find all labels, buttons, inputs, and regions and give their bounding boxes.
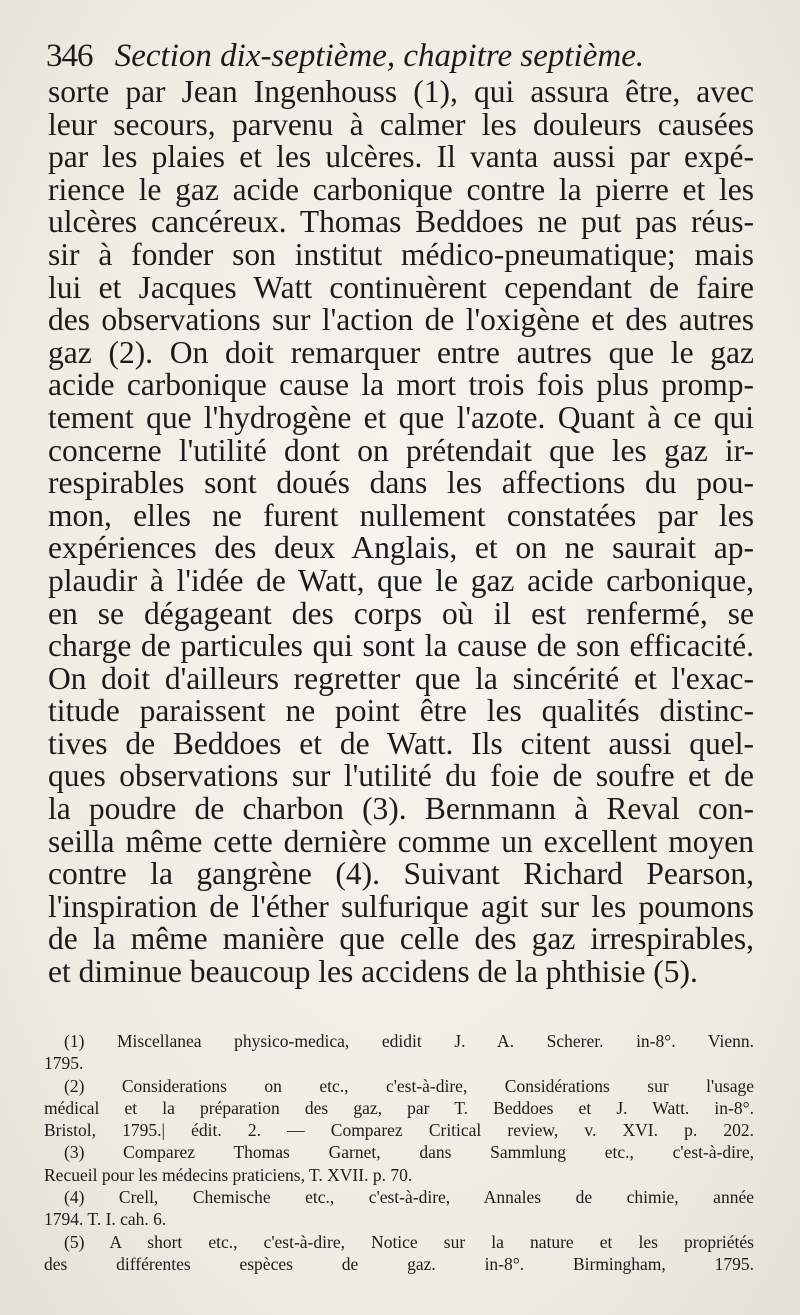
- text-line: sorte par Jean Ingenhouss (1), qui assura être, avec: [48, 74, 754, 109]
- text-line: leur secours, parvenu à calmer les douleurs causées: [48, 106, 754, 142]
- footnote-line: 1794. T. I. cah. 6.: [44, 1209, 167, 1230]
- footnotes: [44, 1030, 754, 1275]
- text-line: en se dégageant des corps où il est renfermé, se: [48, 595, 754, 631]
- text-line: charge de particules qui sont la cause de son efficacité.: [48, 628, 754, 664]
- footnote-line: Bristol, 1795.| édit. 2. — Comparez Critical review, v. XVI. p. 202.: [44, 1120, 754, 1141]
- text-line: tement que l'hydrogène et que l'azote. Quant à ce qui: [48, 399, 754, 435]
- text-line: titude paraissent ne point être les qualités distinc-: [48, 693, 754, 729]
- text-line: respirables sont doués dans les affections du pou-: [48, 465, 754, 501]
- text-line: des observations sur l'action de l'oxigène et des autres: [48, 302, 754, 338]
- text-line: ques observations sur l'utilité du foie de soufre et de: [48, 758, 754, 794]
- page-number: 346: [46, 38, 93, 74]
- text-line: contre la gangrène (4). Suivant Richard Pearson,: [48, 856, 754, 892]
- text-line: tives de Beddoes et de Watt. Ils citent aussi quel-: [48, 725, 754, 761]
- footnote-line: (2) Considerations on etc., c'est-à-dire, Considérations sur l'usage: [64, 1075, 754, 1096]
- body-text: [48, 76, 754, 989]
- text-line: lui et Jacques Watt continuèrent cependant de faire: [48, 269, 754, 305]
- footnote-line: Recueil pour les médecins praticiens, T. XVII. p. 70.: [44, 1164, 413, 1185]
- text-line: expériences des deux Anglais, et on ne saurait ap-: [48, 530, 754, 566]
- text-line: mon, elles ne furent nullement constatées par les: [48, 497, 754, 533]
- text-line: l'inspiration de l'éther sulfurique agit sur les poumons: [48, 888, 754, 924]
- text-line: On doit d'ailleurs regretter que la sincérité et l'exac-: [48, 660, 754, 696]
- text-line: seilla même cette dernière comme un excellent moyen: [48, 823, 754, 859]
- running-title: Section dix-septième, chapitre septième.: [114, 38, 645, 74]
- text-line: gaz (2). On doit remarquer entre autres que le gaz: [48, 334, 754, 370]
- page-header: [46, 36, 746, 76]
- footnote-line: 1795.: [44, 1053, 84, 1074]
- text-line: concerne l'utilité dont on prétendait que les gaz ir-: [48, 432, 754, 468]
- footnote-line: (5) A short etc., c'est-à-dire, Notice sur la nature et les propriétés: [64, 1231, 754, 1252]
- footnote-line: des différentes espèces de gaz. in-8°. Birmingham, 1795.: [44, 1253, 754, 1274]
- footnote-line: (3) Comparez Thomas Garnet, dans Sammlung etc., c'est-à-dire,: [64, 1142, 754, 1163]
- text-line: rience le gaz acide carbonique contre la pierre et les: [48, 171, 754, 207]
- text-line: la poudre de charbon (3). Bernmann à Reval con-: [48, 791, 754, 827]
- text-line: plaudir à l'idée de Watt, que le gaz acide carbonique,: [48, 562, 754, 598]
- text-line: ulcères cancéreux. Thomas Beddoes ne put pas réus-: [48, 204, 754, 240]
- text-line: et diminue beaucoup les accidens de la phthisie (5).: [48, 954, 698, 990]
- text-line: par les plaies et les ulcères. Il vanta aussi par expé-: [48, 139, 754, 175]
- footnote-line: (1) Miscellanea physico-medica, edidit J. A. Scherer. in-8°. Vienn.: [64, 1031, 754, 1051]
- text-line: de la même manière que celle des gaz irrespirables,: [48, 921, 754, 957]
- text-line: acide carbonique cause la mort trois fois plus promp-: [48, 367, 754, 403]
- footnote-line: médical et la préparation des gaz, par T. Beddoes et J. Watt. in-8°.: [44, 1097, 754, 1118]
- footnote-line: (4) Crell, Chemische etc., c'est-à-dire, Annales de chimie, année: [64, 1187, 754, 1208]
- text-line: sir à fonder son institut médico-pneumatique; mais: [48, 236, 754, 272]
